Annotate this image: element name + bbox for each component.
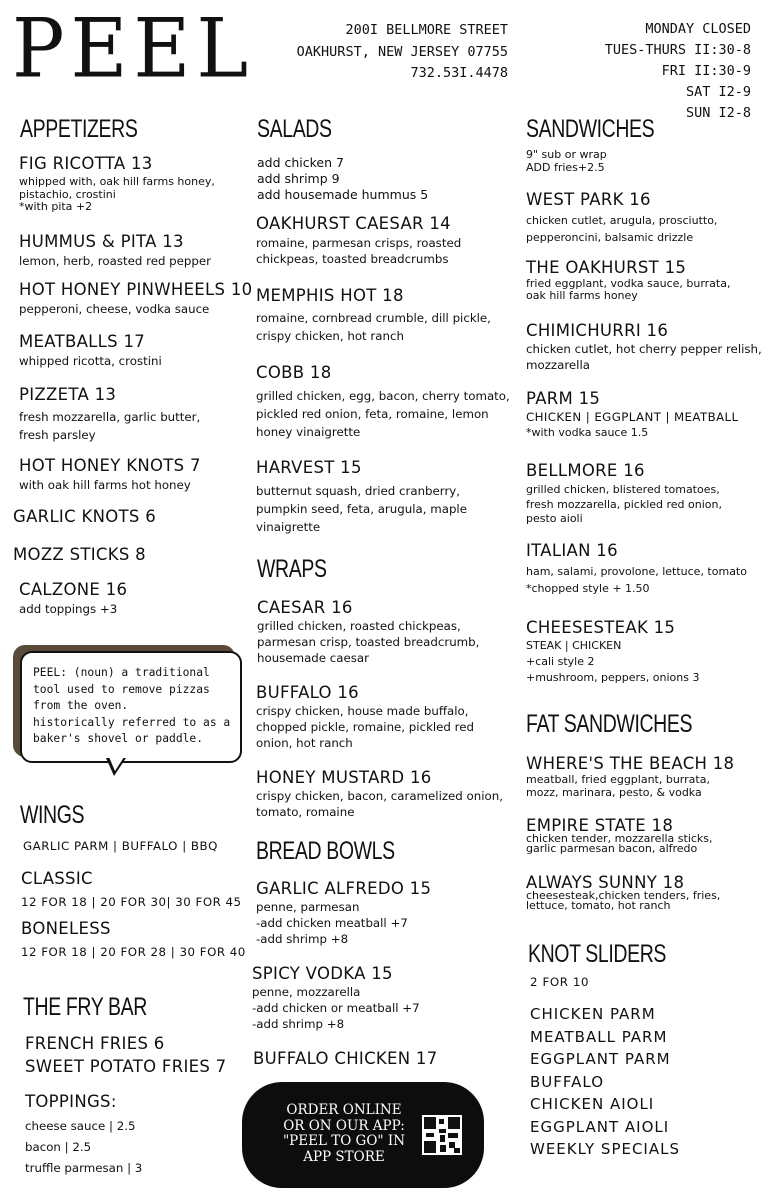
- menu-item: [526, 258, 730, 302]
- item-desc: pickled red onion, feta, romaine, lemon: [256, 407, 489, 421]
- menu-item: [21, 919, 246, 960]
- item-desc: garlic parmesan bacon, alfredo: [526, 841, 698, 855]
- item-name: THE OAKHURST 15: [526, 258, 687, 277]
- item-desc: parmesan crisp, toasted breadcrumb,: [257, 635, 480, 649]
- item-name: HONEY MUSTARD 16: [256, 768, 432, 787]
- item-name: CALZONE 16: [19, 580, 128, 599]
- item-desc: butternut squash, dried cranberry,: [256, 484, 461, 498]
- phone-number[interactable]: 732.53I.4478: [410, 65, 508, 81]
- fat-sandwiches-heading: FAT SANDWICHES: [526, 710, 693, 738]
- menu-item: [256, 214, 461, 267]
- hours-line: SAT I2-9: [685, 84, 751, 100]
- item-desc: crispy chicken, hot ranch: [256, 329, 404, 343]
- item-desc: whipped ricotta, crostini: [19, 354, 162, 368]
- item-name: HUMMUS & PITA 13: [19, 232, 184, 251]
- item-desc: grilled chicken, roasted chickpeas,: [257, 619, 461, 633]
- menu-item: [19, 154, 249, 214]
- item-desc: vinaigrette: [256, 520, 321, 534]
- item-desc: chopped pickle, romaine, pickled red: [256, 720, 475, 734]
- item-desc: oak hill farms honey: [526, 289, 638, 302]
- topping-item: cheese sauce | 2.5: [25, 1119, 136, 1133]
- menu-item: [256, 286, 491, 345]
- item-name: CHEESESTEAK 15: [526, 618, 676, 637]
- slider-item: EGGPLANT AIOLI: [530, 1117, 670, 1136]
- item-desc: grilled chicken, blistered tomatoes,: [526, 483, 720, 496]
- menu-item: [526, 461, 722, 527]
- item-desc: fresh mozzarella, garlic butter,: [19, 410, 201, 424]
- menu-item: [256, 458, 467, 536]
- item-name: BUFFALO 16: [256, 683, 359, 702]
- item-desc: pesto aioli: [526, 512, 583, 525]
- item-desc: crispy chicken, house made buffalo,: [256, 704, 469, 718]
- item-name: SPICY VODKA 15: [252, 964, 393, 983]
- item-desc: honey vinaigrette: [256, 425, 361, 439]
- item-desc: chickpeas, toasted breadcrumbs: [256, 252, 449, 266]
- hours-line: FRI II:30-9: [661, 63, 751, 79]
- item-desc: romaine, parmesan crisps, roasted: [256, 236, 462, 250]
- qr-code-icon[interactable]: [422, 1115, 462, 1155]
- menu-item: [19, 280, 252, 317]
- item-name: HOT HONEY KNOTS 7: [19, 456, 201, 475]
- item-name: OAKHURST CAESAR 14: [256, 214, 451, 233]
- menu-item: [526, 618, 699, 686]
- item-desc: penne, parmesan: [256, 900, 360, 914]
- menu-item: [526, 873, 720, 910]
- menu-item: [21, 869, 242, 910]
- item-desc: chicken tender, mozzarella sticks,: [526, 832, 713, 845]
- order-online-text: ORDER ONLINE OR ON OUR APP: "PEEL TO GO" IN APP STORE: [282, 1102, 406, 1165]
- item-name: MEATBALLS 17: [19, 332, 146, 351]
- hours-block: [560, 19, 751, 124]
- slider-item: CHICKEN PARM: [530, 1005, 656, 1023]
- item-name: WHERE'S THE BEACH 18: [526, 754, 735, 773]
- item-desc: onion, hot ranch: [256, 736, 353, 750]
- item-name: CHIMICHURRI 16: [526, 321, 669, 340]
- hours-line: MONDAY CLOSED: [645, 21, 751, 37]
- item-desc: *with vodka sauce 1.5: [526, 426, 649, 439]
- menu-item: [526, 321, 762, 373]
- item-desc: lettuce, tomato, hot ranch: [526, 898, 671, 912]
- menu-item: [19, 332, 162, 369]
- menu-item: [256, 683, 474, 751]
- slider-item: CHICKEN AIOLI: [530, 1095, 655, 1113]
- addon-item: add housemade hummus 5: [257, 187, 429, 202]
- menu-item: [19, 385, 200, 444]
- item-desc: chicken cutlet, hot cherry pepper relish,: [526, 342, 762, 356]
- hours-line: TUES-THURS II:30-8: [604, 42, 751, 58]
- item-desc: -add chicken or meatball +7: [252, 1001, 420, 1015]
- item-name: BONELESS: [21, 919, 111, 938]
- item-desc: grilled chicken, egg, bacon, cherry tomato,: [256, 389, 510, 403]
- item-desc: chicken cutlet, arugula, prosciutto,: [526, 214, 718, 227]
- item-desc: with oak hill farms hot honey: [19, 478, 191, 492]
- item-desc: housemade caesar: [257, 651, 369, 665]
- addon-item: add shrimp 9: [257, 171, 340, 186]
- breadbowls-heading: BREAD BOWLS: [256, 837, 395, 865]
- item-desc: *with pita +2: [19, 200, 93, 213]
- sandwiches-heading: SANDWICHES: [526, 115, 655, 143]
- menu-item: [526, 190, 717, 246]
- order-online-badge[interactable]: [242, 1082, 484, 1188]
- menu-item: [19, 456, 201, 493]
- item-desc: lemon, herb, roasted red pepper: [19, 254, 212, 268]
- wings-heading: WINGS: [20, 801, 85, 829]
- menu-item: MOZZ STICKS 8: [13, 545, 146, 564]
- note-line: 9" sub or wrap: [526, 148, 607, 161]
- slider-item: BUFFALO: [530, 1072, 605, 1091]
- topping-item: bacon | 2.5: [25, 1140, 92, 1154]
- menu-item: [19, 232, 211, 269]
- item-name: EMPIRE STATE 18: [526, 816, 674, 835]
- salads-heading: SALADS: [257, 115, 332, 143]
- item-desc: pepperoni, cheese, vodka sauce: [19, 302, 210, 316]
- item-desc: -add chicken meatball +7: [256, 916, 408, 930]
- item-name: COBB 18: [256, 363, 332, 382]
- menu-item: [256, 879, 431, 947]
- knot-sliders-price: 2 FOR 10: [530, 975, 590, 989]
- address-block: [262, 20, 508, 85]
- menu-item: [252, 964, 420, 1032]
- menu-item: [256, 768, 503, 820]
- wing-flavors: GARLIC PARM | BUFFALO | BBQ: [23, 839, 218, 853]
- wraps-heading: WRAPS: [257, 555, 327, 583]
- item-desc: ham, salami, provolone, lettuce, tomato: [526, 565, 747, 578]
- sandwich-notes: [526, 148, 607, 174]
- item-name: GARLIC ALFREDO 15: [256, 879, 432, 898]
- item-name: ITALIAN 16: [526, 541, 618, 560]
- item-desc: meatball, fried eggplant, burrata,: [526, 773, 710, 786]
- item-desc: crispy chicken, bacon, caramelized onion,: [256, 789, 503, 803]
- addon-item: add chicken 7: [257, 155, 344, 170]
- item-name: CLASSIC: [21, 869, 93, 888]
- item-desc: pistachio, crostini: [19, 187, 116, 201]
- knot-sliders-list: [530, 1003, 680, 1161]
- item-desc: fresh mozzarella, pickled red onion,: [526, 497, 722, 511]
- item-name: ALWAYS SUNNY 18: [526, 873, 685, 892]
- hours-line: SUN I2-8: [685, 105, 751, 121]
- frybar-heading: THE FRY BAR: [23, 993, 147, 1021]
- item-name: PARM 15: [526, 389, 601, 408]
- slider-item: MEATBALL PARM: [530, 1027, 668, 1046]
- item-name: HOT HONEY PINWHEELS 10: [19, 280, 253, 299]
- menu-item: FRENCH FRIES 6: [25, 1034, 165, 1053]
- item-desc: cheesesteak,chicken tenders, fries,: [526, 889, 721, 902]
- item-desc: *chopped style + 1.50: [526, 582, 650, 595]
- menu-item: [526, 389, 738, 439]
- item-desc: romaine, cornbread crumble, dill pickle,: [256, 311, 491, 325]
- item-name: MEMPHIS HOT 18: [256, 286, 404, 305]
- address-street: 200I BELLMORE STREET: [345, 22, 508, 38]
- item-name: PIZZETA 13: [19, 385, 117, 404]
- salad-addons: [257, 155, 428, 203]
- item-name: FIG RICOTTA 13: [19, 154, 153, 173]
- menu-item: [526, 541, 747, 597]
- menu-item: [19, 580, 127, 617]
- item-name: HARVEST 15: [256, 458, 362, 477]
- item-name: CAESAR 16: [257, 598, 353, 617]
- item-name: WEST PARK 16: [526, 190, 651, 209]
- knot-sliders-heading: KNOT SLIDERS: [528, 940, 667, 968]
- item-desc: tomato, romaine: [256, 805, 355, 819]
- bubble-tail-fill: [109, 757, 124, 771]
- item-desc: +cali style 2: [526, 655, 595, 668]
- note-line: ADD fries+2.5: [526, 161, 605, 174]
- toppings-list: [25, 1116, 142, 1179]
- item-desc: pumpkin seed, feta, arugula, maple: [256, 502, 467, 516]
- item-desc: whipped with, oak hill farms honey,: [19, 175, 215, 188]
- menu-item: [526, 754, 734, 799]
- appetizers-heading: APPETIZERS: [20, 115, 138, 143]
- definition-bubble: [20, 651, 242, 763]
- item-desc: fresh parsley: [19, 428, 96, 442]
- item-desc: 12 FOR 18 | 20 FOR 30| 30 FOR 45: [21, 895, 242, 909]
- item-desc: pepperoncini, balsamic drizzle: [526, 231, 694, 244]
- item-name: BELLMORE 16: [526, 461, 645, 480]
- slider-item: EGGPLANT PARM: [530, 1050, 671, 1068]
- menu-item: SWEET POTATO FRIES 7: [25, 1057, 227, 1076]
- menu-item: [526, 816, 713, 853]
- item-desc: 12 FOR 18 | 20 FOR 28 | 30 FOR 40: [21, 945, 246, 959]
- item-desc: penne, mozzarella: [252, 985, 361, 999]
- definition-text: PEEL: (noun) a traditional tool used to remove pizzas from the oven. historically referred to as a baker's shovel or paddle.: [33, 666, 231, 745]
- item-desc: STEAK | CHICKEN: [526, 639, 622, 652]
- item-desc: -add shrimp +8: [252, 1017, 345, 1031]
- item-desc: add toppings +3: [19, 602, 118, 616]
- toppings-heading: TOPPINGS:: [25, 1092, 117, 1111]
- item-desc: +mushroom, peppers, onions 3: [526, 671, 700, 684]
- slider-item: WEEKLY SPECIALS: [530, 1140, 680, 1158]
- item-desc: -add shrimp +8: [256, 932, 349, 946]
- item-desc: fried eggplant, vodka sauce, burrata,: [526, 277, 731, 290]
- item-desc: CHICKEN | EGGPLANT | MEATBALL: [526, 410, 739, 424]
- brand-logo: PEEL: [12, 1, 255, 97]
- address-city: OAKHURST, NEW JERSEY 07755: [296, 43, 508, 60]
- menu-item: BUFFALO CHICKEN 17: [253, 1049, 438, 1068]
- item-desc: mozzarella: [526, 358, 590, 372]
- menu-item: GARLIC KNOTS 6: [13, 507, 157, 526]
- menu-item: [257, 598, 479, 666]
- item-desc: mozz, marinara, pesto, & vodka: [526, 785, 702, 799]
- menu-item: [256, 363, 510, 441]
- topping-item: truffle parmesan | 3: [25, 1161, 143, 1175]
